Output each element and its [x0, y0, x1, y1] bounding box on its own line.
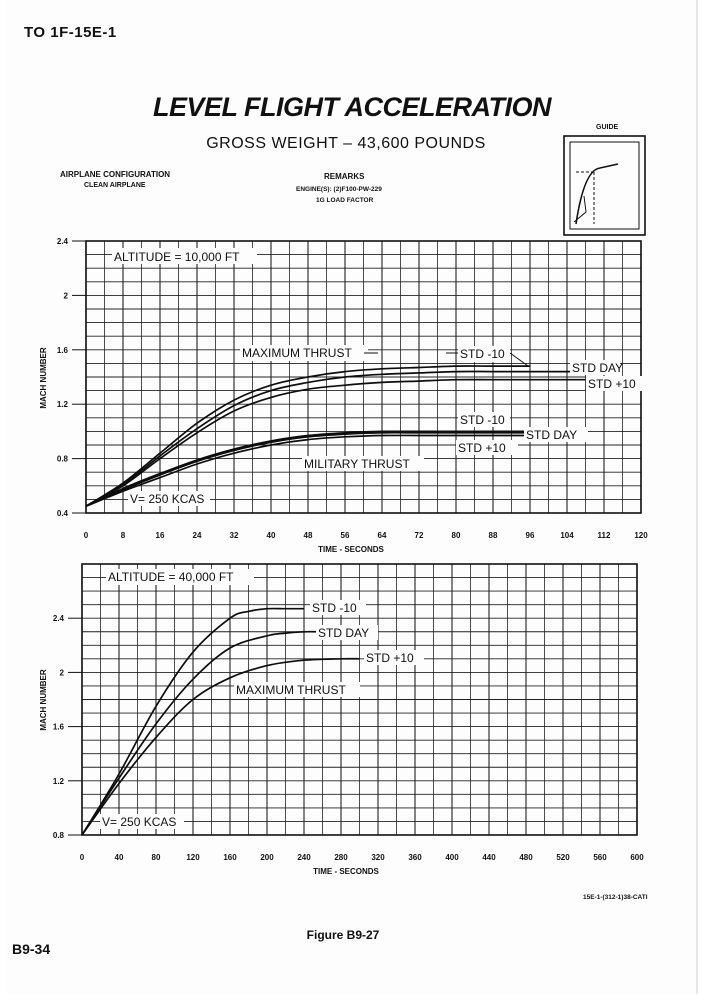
x-tick-label: 0 — [79, 853, 85, 862]
x-tick-label: 480 — [519, 853, 533, 862]
x-tick-label: 440 — [482, 853, 496, 862]
x-tick-label: 72 — [414, 531, 424, 540]
x-tick-label: 104 — [560, 531, 574, 540]
x-tick-label: 40 — [114, 853, 124, 862]
chart1-altitude-label: ALTITUDE = 10,000 FT — [114, 250, 240, 264]
doc-id: TO 1F-15E-1 — [24, 24, 117, 41]
chart1-mil-std-m10-label: STD -10 — [460, 413, 505, 427]
chart2-xlabel: TIME - SECONDS — [313, 867, 379, 876]
chart1-max-std-m10-label: STD -10 — [460, 347, 505, 361]
chart1-ylabel: MACH NUMBER — [39, 347, 48, 409]
figure-caption: Figure B9-27 — [306, 928, 380, 942]
y-tick-label: 2.4 — [56, 237, 68, 246]
x-tick-label: 112 — [597, 531, 611, 540]
configuration-heading: AIRPLANE CONFIGURATION — [60, 170, 171, 179]
x-tick-label: 48 — [303, 531, 313, 540]
chart2-max-thrust-label: MAXIMUM THRUST — [236, 683, 346, 697]
x-tick-label: 32 — [229, 531, 239, 540]
x-tick-label: 280 — [334, 853, 348, 862]
configuration-value: CLEAN AIRPLANE — [84, 182, 146, 189]
x-tick-label: 120 — [634, 531, 648, 540]
chart1-max-std-day-label: STD DAY — [572, 361, 624, 375]
y-tick-label: 1.2 — [52, 776, 64, 786]
page-title: LEVEL FLIGHT ACCELERATION — [153, 92, 551, 122]
x-tick-label: 40 — [266, 531, 276, 540]
x-tick-label: 200 — [260, 853, 274, 862]
y-tick-label: 2 — [59, 668, 64, 678]
page-number: B9-34 — [12, 941, 51, 957]
remarks-heading: REMARKS — [324, 172, 365, 181]
x-tick-label: 24 — [192, 531, 202, 540]
chart2-std-p10-label: STD +10 — [366, 651, 414, 665]
chart1-mil-thrust-label: MILITARY THRUST — [304, 457, 410, 471]
x-tick-label: 96 — [525, 531, 535, 540]
y-tick-label: 0.8 — [52, 831, 64, 840]
x-tick-label: 80 — [151, 853, 161, 862]
x-tick-label: 320 — [371, 853, 385, 862]
x-tick-label: 600 — [630, 853, 644, 862]
y-tick-label: 1.2 — [56, 400, 68, 410]
x-tick-label: 240 — [297, 853, 311, 862]
x-tick-label: 8 — [120, 531, 126, 540]
y-tick-label: 0.4 — [56, 509, 68, 518]
chart1-mil-std-day-label: STD DAY — [526, 428, 578, 442]
figure-code: 15E-1-(312-1)38-CATI — [583, 894, 648, 901]
y-tick-label: 2 — [63, 291, 68, 301]
chart1-max-thrust-label: MAXIMUM THRUST — [242, 346, 352, 360]
x-tick-label: 64 — [377, 531, 387, 540]
remarks-engine: ENGINE(S): (2)F100-PW-229 — [296, 186, 382, 193]
x-tick-label: 88 — [488, 531, 498, 540]
x-tick-label: 560 — [593, 853, 607, 862]
x-tick-label: 360 — [408, 853, 422, 862]
chart-10000ft — [39, 237, 648, 554]
chart-40000ft — [39, 564, 644, 876]
x-tick-label: 16 — [155, 531, 165, 540]
x-tick-label: 80 — [451, 531, 461, 540]
x-tick-label: 400 — [445, 853, 459, 862]
page-subtitle: GROSS WEIGHT – 43,600 POUNDS — [206, 135, 486, 152]
chart1-max-std-p10-label: STD +10 — [588, 377, 636, 391]
x-tick-label: 520 — [556, 853, 570, 862]
x-tick-label: 56 — [340, 531, 350, 540]
chart2-std-day-label: STD DAY — [318, 626, 370, 640]
guide-label: GUIDE — [596, 124, 619, 131]
y-tick-label: 1.6 — [56, 345, 68, 355]
chart2-ylabel: MACH NUMBER — [39, 669, 48, 731]
x-tick-label: 120 — [186, 853, 200, 862]
chart2-altitude-label: ALTITUDE = 40,000 FT — [108, 570, 234, 584]
chart2-v-start-label: V= 250 KCAS — [102, 815, 177, 829]
y-tick-label: 0.8 — [56, 454, 68, 464]
x-tick-label: 0 — [83, 531, 89, 540]
y-tick-label: 2.4 — [52, 614, 64, 624]
y-tick-label: 1.6 — [52, 722, 64, 732]
chart1-mil-std-p10-label: STD +10 — [458, 441, 506, 455]
guide-inset — [564, 136, 645, 235]
chart2-std-m10-label: STD -10 — [312, 601, 357, 615]
remarks-load-factor: 1G LOAD FACTOR — [316, 197, 374, 204]
chart1-xlabel: TIME - SECONDS — [318, 545, 384, 554]
x-tick-label: 160 — [223, 853, 237, 862]
chart1-v-start-label: V= 250 KCAS — [130, 492, 205, 506]
